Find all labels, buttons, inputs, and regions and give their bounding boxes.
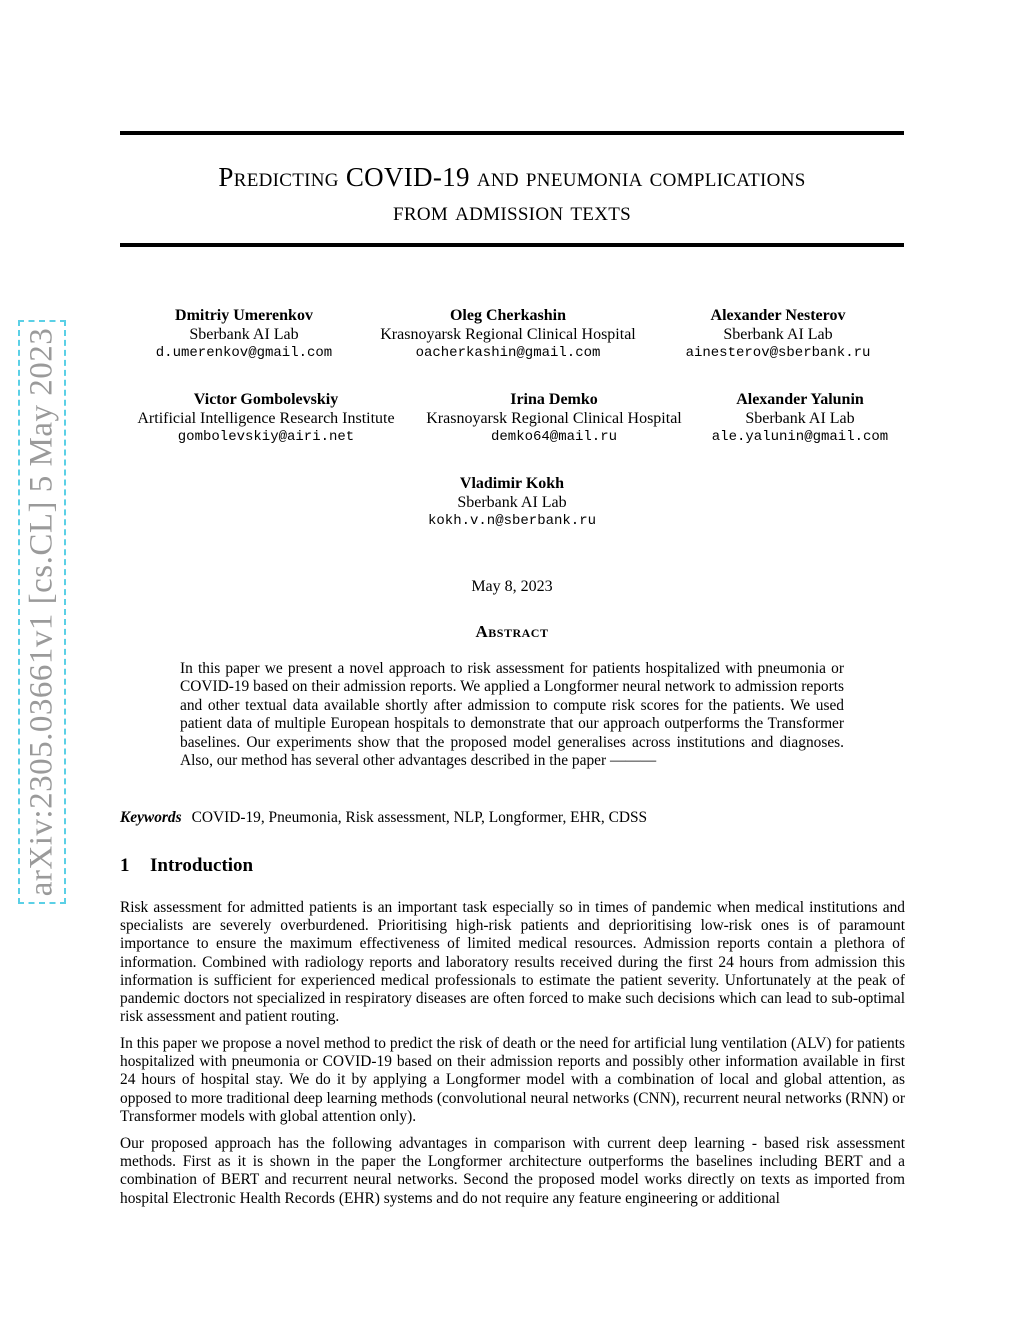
title-suffix: and pneumonia complications [476,162,806,192]
author-affiliation: Sberbank AI Lab [457,493,567,511]
paper-title [120,160,904,228]
author-block [116,391,416,447]
author-block [358,307,658,363]
author-affiliation: Sberbank AI Lab [723,325,833,343]
author-block [362,475,662,531]
author-email[interactable]: ale.yalunin@gmail.com [711,429,889,445]
intro-paragraph: Our proposed approach has the following advantages in comparison with current deep learning - based risk assessment methods. First as it is shown in the paper the Longformer architecture outperforms the baselines including BERT and a combination of BERT and recurrent neural networks. Second the proposed model works directly on texts as imported from hospital Electronic Health Records (EHR) systems and do not require any feature engineering or additional [120,1135,905,1207]
title-rule-top [120,131,904,135]
author-name: Alexander Nesterov [710,307,846,324]
section-title: Introduction [150,855,254,876]
paper-date: May 8, 2023 [471,578,553,595]
author-email[interactable]: oacherkashin@gmail.com [415,345,601,361]
author-affiliation: Artificial Intelligence Research Institute [137,409,395,427]
author-affiliation: Krasnoyarsk Regional Clinical Hospital [380,325,636,343]
author-name: Alexander Yalunin [736,391,864,408]
author-block [628,307,928,363]
section-heading-introduction [120,855,253,877]
author-affiliation: Sberbank AI Lab [745,409,855,427]
author-affiliation: Krasnoyarsk Regional Clinical Hospital [426,409,682,427]
author-block [650,391,950,447]
author-name: Dmitriy Umerenkov [175,307,313,324]
author-name: Irina Demko [510,391,598,408]
title-prefix: redicting [233,162,339,192]
author-name: Victor Gombolevskiy [193,391,339,408]
arxiv-stamp: arXiv:2305.03661v1 [cs.CL] 5 May 2023 [23,327,60,897]
intro-paragraph: In this paper we propose a novel method to predict the risk of death or the need for artificial lung ventilation (ALV) for patients hospitalized with pneumonia or COVID-19 based on their admission reports and possibly other information available in first 24 hours of hospital stay. We do it by applying a Longformer model with a combination of local and global attention, as opposed to more traditional deep learning methods (convolutional neural networks (CNN), recurrent neural networks (RNN) or Transformer models with global attention only). [120,1035,905,1125]
title-rule-bottom [120,243,904,247]
title-cap: P [218,162,234,192]
keywords-label: Keywords [120,809,182,826]
author-email[interactable]: demko64@mail.ru [490,429,618,445]
author-email[interactable]: kokh.v.n@sberbank.ru [427,513,597,529]
author-name: Vladimir Kokh [459,475,565,492]
author-email[interactable]: d.umerenkov@gmail.com [155,345,333,361]
keywords-line [120,809,904,827]
title-line-1 [120,160,904,194]
author-affiliation: Sberbank AI Lab [189,325,299,343]
title-line-2: from admission texts [392,196,632,226]
title-covid: COVID-19 [345,162,470,192]
author-email[interactable]: ainesterov@sberbank.ru [685,345,871,361]
author-name: Oleg Cherkashin [449,307,566,324]
author-block [94,307,394,363]
abstract-body: In this paper we present a novel approach to risk assessment for patients hospitalized with pneumonia or COVID-19 based on their admission reports. We applied a Longformer neural network to admission reports and other textual data available shortly after admission to compute risk scores for the patients. We used patient data of multiple European hospitals to demonstrate that our approach outperforms the Transformer baselines. Our experiments show that the proposed model generalises across institutions and diagnoses. Also, our method has several other advantages described in the paper ——— [180,660,844,770]
abstract-heading: Abstract [475,622,549,641]
intro-paragraph: Risk assessment for admitted patients is an important task especially so in times of pandemic when medical institutions and specialists are severely overburdened. Prioritising high-risk patients and deprioritising low-risk ones is of paramount importance to ensure the maximum effectiveness of limited medical resources. Admission reports contain a plethora of information. Combined with radiology reports and laboratory results received during the first 24 hours from admission this information is sufficient for experienced medical professionals to estimate the patient severity. Unfortunately at the peak of pandemic doctors not specialized in respiratory diseases are often forced to make such decisions which can lead to sub-optimal risk assessment and patient routing. [120,899,905,1026]
author-email[interactable]: gombolevskiy@airi.net [177,429,355,445]
keywords-text: COVID-19, Pneumonia, Risk assessment, NLP, Longformer, EHR, CDSS [191,809,648,826]
section-number: 1 [120,855,130,876]
